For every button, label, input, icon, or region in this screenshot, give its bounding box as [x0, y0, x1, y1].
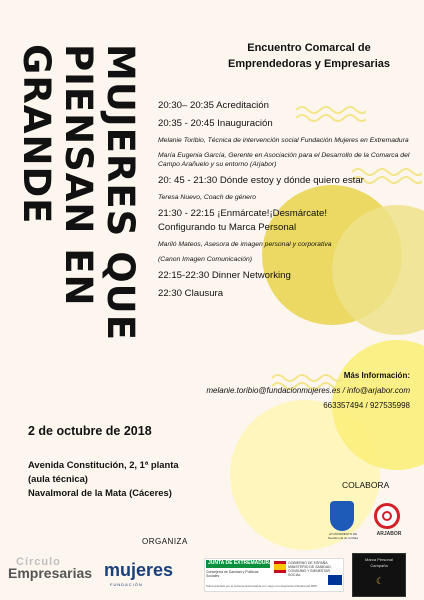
- agenda-speaker-company: (Canon Imagen Comunicación): [158, 256, 253, 263]
- event-date: 2 de octubre de 2018: [28, 424, 152, 438]
- colabora-label: COLABORA: [342, 480, 390, 490]
- agenda-speaker: Teresa Nuevo, Coach de género: [158, 194, 256, 201]
- info-title: Más Información:: [343, 371, 410, 380]
- event-title: [200, 40, 418, 72]
- circulo-logo-text: Círculo: [16, 556, 61, 568]
- organiza-label: ORGANIZA: [142, 537, 188, 546]
- agenda-item: 22:30 Clausura: [158, 288, 224, 299]
- title-line-3: GRANDE: [15, 44, 58, 225]
- agenda-item: 21:30 - 22:15 ¡Enmárcate!¡Desmárcate!: [158, 208, 328, 219]
- marca-line-1: Marca Personal: [364, 557, 393, 562]
- event-title-line-1: Encuentro Comarcal de: [247, 42, 371, 54]
- fundacion-logo-text: FUNDACIÓN: [110, 582, 143, 587]
- agenda-speaker: Mariló Mateos, Asesora de imagen personal y corporativa: [158, 241, 332, 248]
- empresarias-logo-text: Empresarias: [8, 565, 93, 581]
- info-phones[interactable]: 663357494 / 927535998: [323, 401, 410, 410]
- agenda-item: 20:30– 20:35 Acreditación: [158, 100, 269, 111]
- escudo-caption: AYUNTAMIENTO DE Navalmoral de la Mata: [327, 532, 358, 540]
- junta-logo-text: JUNTA DE EXTREMADURA: [208, 560, 273, 566]
- agenda: [158, 100, 420, 306]
- event-title-line-2: Emprendedoras y Empresarias: [227, 58, 391, 70]
- gobierno-text: GOBIERNO DE ESPAÑA MINISTERIO DE SANIDAD, CONSUMO Y BIENESTAR SOCIAL: [288, 561, 332, 577]
- address-line-2: (aula técnica): [28, 473, 88, 484]
- main-title: [14, 44, 144, 384]
- title-line-1: MUJERES QUE: [99, 44, 142, 341]
- info-emails[interactable]: melanie.toribio@fundacionmujeres.es / info@arjabor.com: [206, 386, 410, 395]
- agenda-item: Configurando tu Marca Personal: [158, 222, 297, 233]
- agenda-speaker: María Eugenia García, Gerente en Asociación para el Desarrollo de la Comarca del Campo Arañuelo y su entorno (Arjabor): [158, 152, 410, 168]
- marca-personal-text: [354, 557, 404, 569]
- agenda-item: 20:35 - 20:45 Inauguración: [158, 118, 273, 129]
- title-line-2: PIENSAN EN: [57, 44, 100, 307]
- mujeres-logo-text: mujeres: [104, 560, 174, 580]
- eu-flag-icon: [328, 575, 342, 585]
- contact-info: [160, 368, 410, 413]
- spain-flag-icon: [274, 561, 286, 573]
- agenda-speaker: Melanie Toribio, Técnica de intervención social Fundación Mujeres en Extremadura: [158, 137, 409, 144]
- arjabor-label: ARJABOR: [376, 531, 402, 537]
- junta-subtitle: Consejería de Sanidad y Políticas Sociales: [206, 570, 259, 578]
- event-address: [28, 458, 179, 500]
- agenda-item: 20: 45 - 21:30 Dónde estoy y dónde quiero estar: [158, 175, 364, 186]
- marca-line-2: Campaña: [370, 563, 388, 568]
- marca-emblem-icon: ☾: [376, 576, 385, 586]
- junta-footnote: Subvencionado por la Junta de Extremadura con cargo a la asignación tributaria del IRPF: [206, 584, 318, 588]
- address-line-1: Avenida Constitución, 2, 1ª planta: [28, 459, 179, 470]
- agenda-item: 22:15-22:30 Dinner Networking: [158, 270, 291, 281]
- escudo-logo: [330, 501, 354, 531]
- address-line-3: Navalmoral de la Mata (Cáceres): [28, 487, 172, 498]
- arjabor-logo-inner: [382, 511, 392, 521]
